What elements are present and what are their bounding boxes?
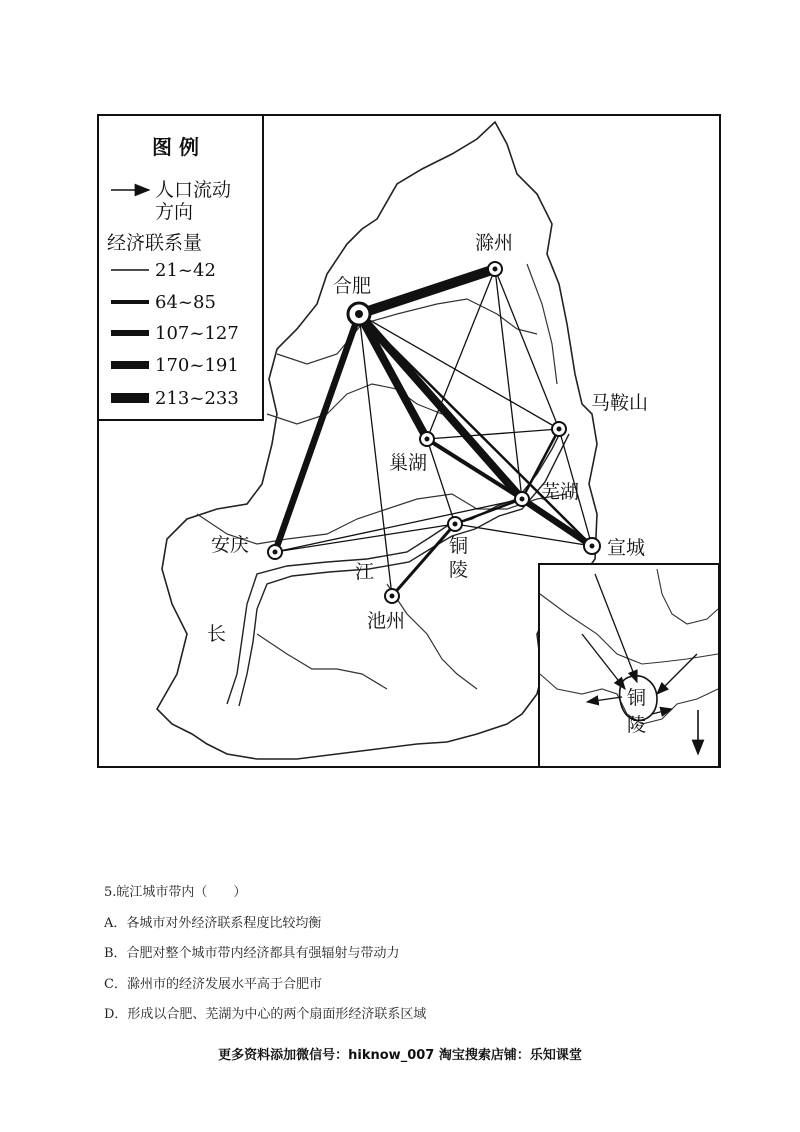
legend-range-2: 64~85 xyxy=(155,292,216,313)
label-chaohu: 巢湖 xyxy=(389,452,428,474)
option-c: C．滁州市的经济发展水平高于合肥市 xyxy=(104,976,322,992)
legend-title: 图 例 xyxy=(152,135,199,159)
city-marker-maanshan xyxy=(552,422,566,436)
economic-link-map xyxy=(97,114,721,768)
city-marker-wuhu xyxy=(515,492,529,506)
label-wuhu: 芜湖 xyxy=(541,481,580,503)
legend-range-1: 21~42 xyxy=(155,260,216,281)
inset-map xyxy=(539,564,719,767)
city-marker-chuzhou xyxy=(488,262,502,276)
legend-arrow-label-2: 方向 xyxy=(155,201,194,223)
city-marker-anqing xyxy=(268,545,282,559)
label-maanshan: 马鞍山 xyxy=(591,392,649,414)
footer-note: 更多资料添加微信号：hiknow_007 淘宝搜索店铺：乐知课堂 xyxy=(218,1048,582,1063)
label-hefei: 合肥 xyxy=(333,275,372,297)
legend-economic-title: 经济联系量 xyxy=(107,232,203,254)
inset-label-1: 铜 xyxy=(627,687,647,709)
label-anqing: 安庆 xyxy=(211,534,250,556)
legend-range-5: 213~233 xyxy=(155,388,239,409)
option-a: A．各城市对外经济联系程度比较均衡 xyxy=(104,915,322,931)
city-marker-hefei xyxy=(348,303,370,325)
label-tongling-2: 陵 xyxy=(449,559,469,581)
legend-range-4: 170~191 xyxy=(155,355,239,376)
label-tongling-1: 铜 xyxy=(449,535,469,557)
legend xyxy=(98,115,263,420)
legend-arrow-label-1: 人口流动 xyxy=(155,179,232,201)
label-river-chang: 长 xyxy=(207,623,227,645)
city-marker-xuancheng xyxy=(584,538,600,554)
label-chuzhou: 滁州 xyxy=(475,232,514,254)
option-b: B．合肥对整个城市带内经济都具有强辐射与带动力 xyxy=(104,946,400,961)
question-block xyxy=(104,882,704,1035)
option-d: D．形成以合肥、芜湖为中心的两个扇面形经济联系区域 xyxy=(104,1007,427,1022)
label-xuancheng: 宣城 xyxy=(607,537,646,559)
city-marker-chizhou xyxy=(385,589,399,603)
label-river-jiang: 江 xyxy=(355,561,375,583)
label-chizhou: 池州 xyxy=(367,610,406,632)
city-marker-tongling xyxy=(448,517,462,531)
map-figure xyxy=(97,114,721,768)
legend-range-3: 107~127 xyxy=(155,323,239,344)
question-stem: 5.皖江城市带内（ ） xyxy=(104,885,247,900)
inset-label-2: 陵 xyxy=(627,714,647,736)
city-marker-chaohu xyxy=(420,432,434,446)
